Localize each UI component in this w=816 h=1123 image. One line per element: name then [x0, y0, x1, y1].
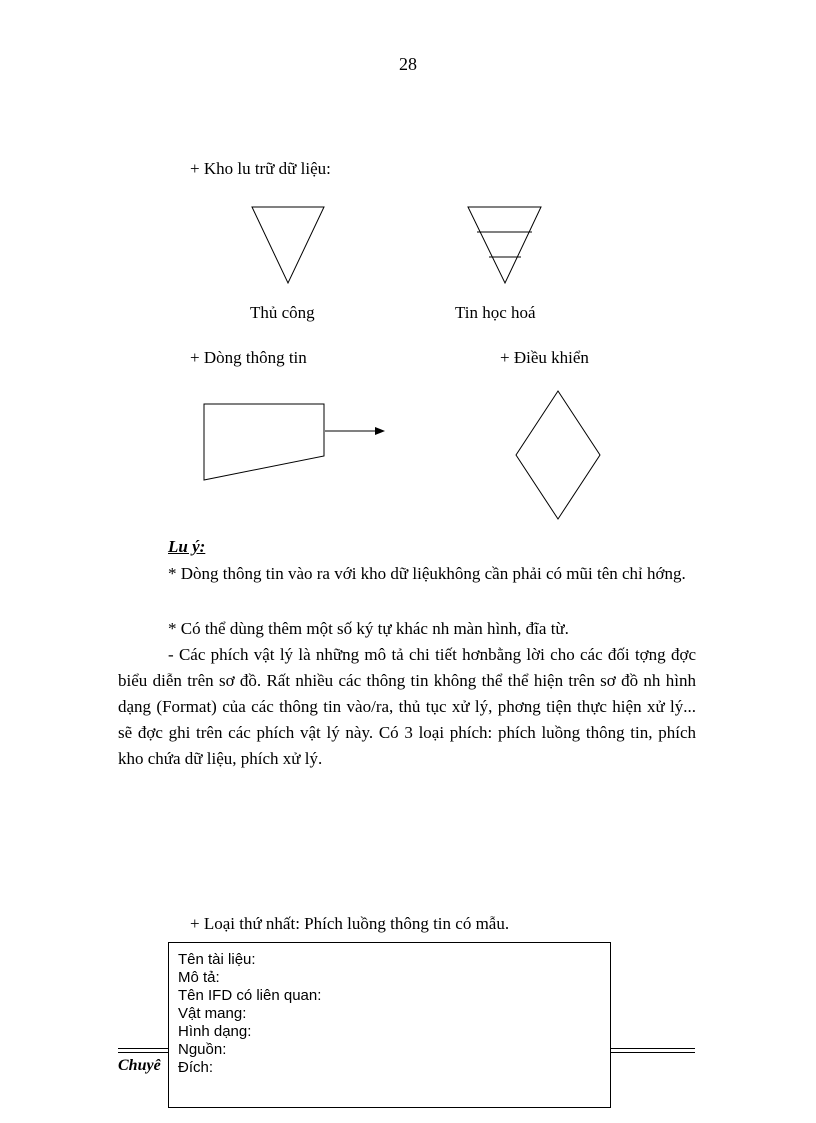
form-field-source: Nguồn: [178, 1041, 227, 1058]
form-field-format: Hình dạng: [178, 1023, 252, 1040]
note-title: Lu ý: [168, 537, 206, 556]
symbol-diagrams [0, 0, 816, 530]
computerized-label: Tin học hoá [455, 303, 536, 322]
control-heading: + Điều khiển [500, 348, 589, 367]
note-item-2: * Có thể dùng thêm một số ký tự khác nh màn hình, đĩa từ. [168, 619, 569, 638]
storage-heading: + Kho lu trữ dữ liệu: [190, 159, 331, 178]
manual-store-triangle [252, 207, 324, 283]
flow-trapezoid [204, 404, 324, 480]
page-number: 28 [399, 54, 417, 74]
computerized-store-triangle [468, 207, 541, 283]
note-item-1: * Dòng thông tin vào ra với kho dữ liệukhông cần phải có mũi tên chỉ hớng. [168, 564, 686, 583]
form-field-description: Mô tả: [178, 969, 220, 986]
flow-heading: + Dòng thông tin [190, 348, 307, 367]
form-field-related-ifd: Tên IFD có liên quan: [178, 987, 322, 1004]
manual-label: Thủ công [250, 303, 315, 322]
form-field-destination: Đích: [178, 1059, 214, 1076]
form-field-document-name: Tên tài liệu: [178, 951, 256, 968]
control-diamond [516, 391, 600, 519]
form-heading: + Loại thứ nhất: Phích luồng thông tin có mẫu. [190, 914, 510, 933]
document-form-box [168, 942, 611, 1108]
flow-arrow-head [375, 427, 385, 435]
footer-text: Chuyê [118, 1057, 161, 1074]
form-field-medium: Vật mang: [178, 1005, 247, 1022]
note-item-3: - Các phích vật lý là những mô tả chi tiết hơnbằng lời cho các đối tợng đợc biểu diễn trên sơ đồ. Rất nhiều các thông tin không thể thể hiện trên sơ đồ nh hình dạng (Format) của các thông tin vào/ra, thủ tục xử lý, phơng tiện thực hiện xử lý... sẽ đợc ghi trên các phích vật lý này. Có 3 loại phích: phích luồng thông tin, phích kho chứa dữ liệu, phích xử lý. [118, 645, 696, 768]
